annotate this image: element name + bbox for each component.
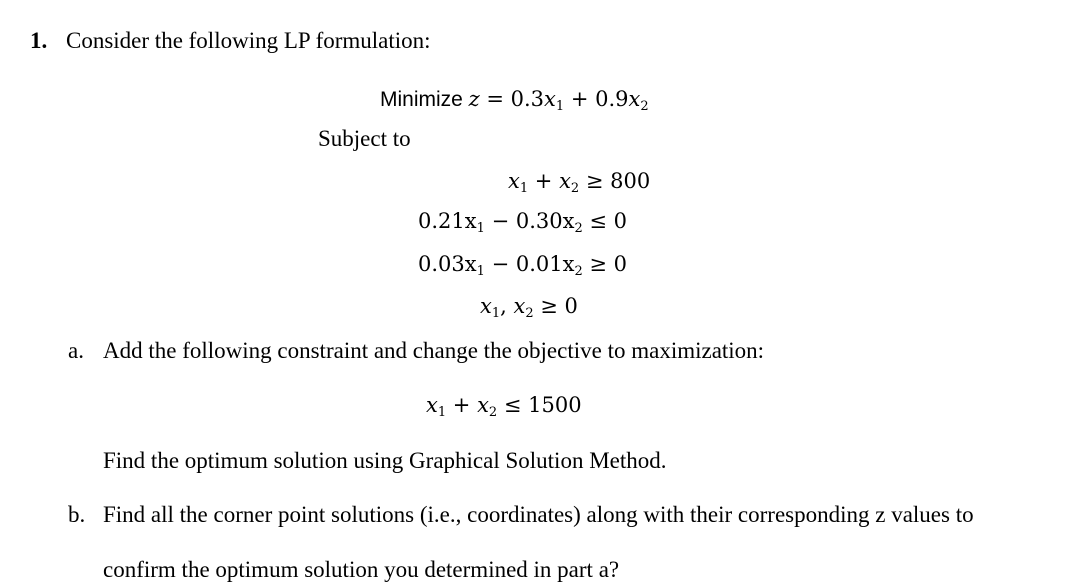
constraint-1: $x_1 + x_2 \ge 800$ (508, 169, 651, 196)
objective-keyword: Minimize (380, 88, 463, 111)
constraint-2: $0.21x_1 - 0.30x_2 \le 0$ (418, 209, 628, 236)
part-a-constraint: $x_1 + x_2 \le 1500$ (426, 393, 582, 420)
question-number: 1. (30, 28, 48, 53)
part-a-text: Add the following constraint and change the objective to maximization: (103, 338, 765, 363)
subject-to-label: Subject to (318, 126, 411, 151)
objective-equation: $z = 0.3x_1 + 0.9x_2$ (468, 87, 649, 114)
constraint-3: $0.03x_1 - 0.01x_2 \ge 0$ (418, 252, 628, 279)
objective-function (380, 84, 649, 122)
constraint-nonnegativity: $x_1$, $x_2 \ge 0$ (480, 294, 578, 321)
question-intro: Consider the following LP formulation: (66, 28, 431, 53)
part-a-label: a. (68, 338, 84, 363)
part-b-label: b. (68, 502, 86, 527)
part-b-text-line2: confirm the optimum solution you determined in part a? (103, 557, 620, 582)
part-a-instruction: Find the optimum solution using Graphical Solution Method. (103, 448, 667, 473)
part-b-text-line1: Find all the corner point solutions (i.e., coordinates) along with their corresponding z values to (103, 502, 974, 527)
